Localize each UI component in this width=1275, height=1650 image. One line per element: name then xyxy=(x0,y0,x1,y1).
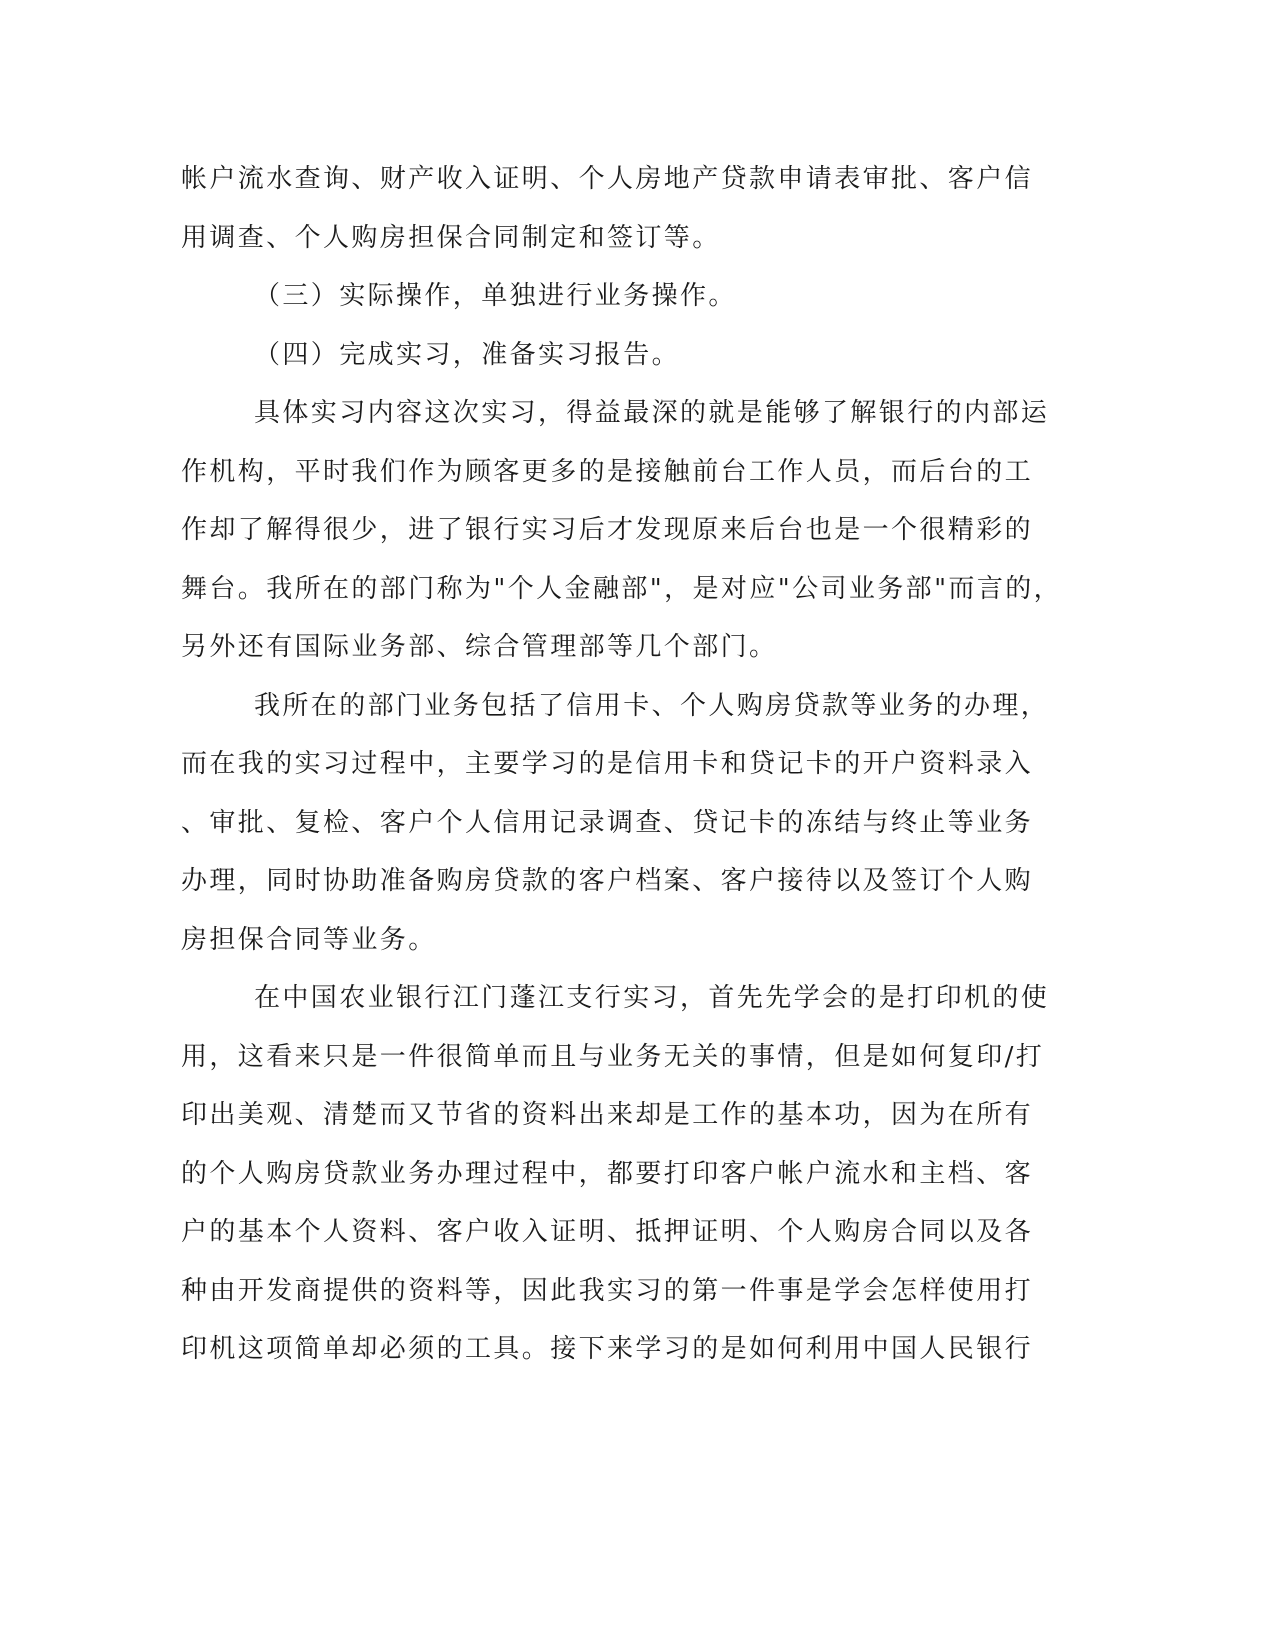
text-line: 印出美观、清楚而又节省的资料出来却是工作的基本功，因为在所有 xyxy=(181,1100,1034,1130)
text-line: 印机这项简单却必须的工具。接下来学习的是如何利用中国人民银行 xyxy=(181,1334,1034,1364)
text-line: 我所在的部门业务包括了信用卡、个人购房贷款等业务的办理， xyxy=(254,690,1050,721)
text-line: 具体实习内容这次实习，得益最深的就是能够了解银行的内部运 xyxy=(254,398,1050,428)
text-line: 作机构，平时我们作为顾客更多的是接触前台工作人员，而后台的工 xyxy=(181,456,1034,487)
text-line: 作却了解得很少，进了银行实习后才发现原来后台也是一个很精彩的 xyxy=(181,515,1034,545)
text-line: （三）实际操作，单独进行业务操作。 xyxy=(254,281,737,311)
text-line: （四）完成实习，准备实习报告。 xyxy=(254,339,681,370)
text-line: 帐户流水查询、财产收入证明、个人房地产贷款申请表审批、客户信 xyxy=(181,164,1034,194)
text-line: 在中国农业银行江门蓬江支行实习，首先先学会的是打印机的使 xyxy=(254,983,1050,1013)
text-line: 而在我的实习过程中，主要学习的是信用卡和贷记卡的开户资料录入 xyxy=(181,749,1034,779)
text-line: 办理，同时协助准备购房贷款的客户档案、客户接待以及签订个人购 xyxy=(181,866,1034,896)
text-line: 另外还有国际业务部、综合管理部等几个部门。 xyxy=(181,632,778,662)
text-line: 种由开发商提供的资料等，因此我实习的第一件事是学会怎样使用打 xyxy=(181,1275,1034,1306)
text-line: 户的基本个人资料、客户收入证明、抵押证明、个人购房合同以及各 xyxy=(181,1217,1034,1247)
text-line: 用，这看来只是一件很简单而且与业务无关的事情，但是如何复印/打 xyxy=(181,1041,1045,1072)
body-text xyxy=(181,150,1063,1379)
text-line: 舞台。我所在的部门称为"个人金融部"，是对应"公司业务部"而言的， xyxy=(181,573,1063,604)
text-line: 用调查、个人购房担保合同制定和签订等。 xyxy=(181,222,721,253)
text-line: 、审批、复检、客户个人信用记录调查、贷记卡的冻结与终止等业务 xyxy=(181,807,1034,838)
text-line: 房担保合同等业务。 xyxy=(181,924,437,955)
text-line: 的个人购房贷款业务办理过程中，都要打印客户帐户流水和主档、客 xyxy=(181,1158,1034,1189)
